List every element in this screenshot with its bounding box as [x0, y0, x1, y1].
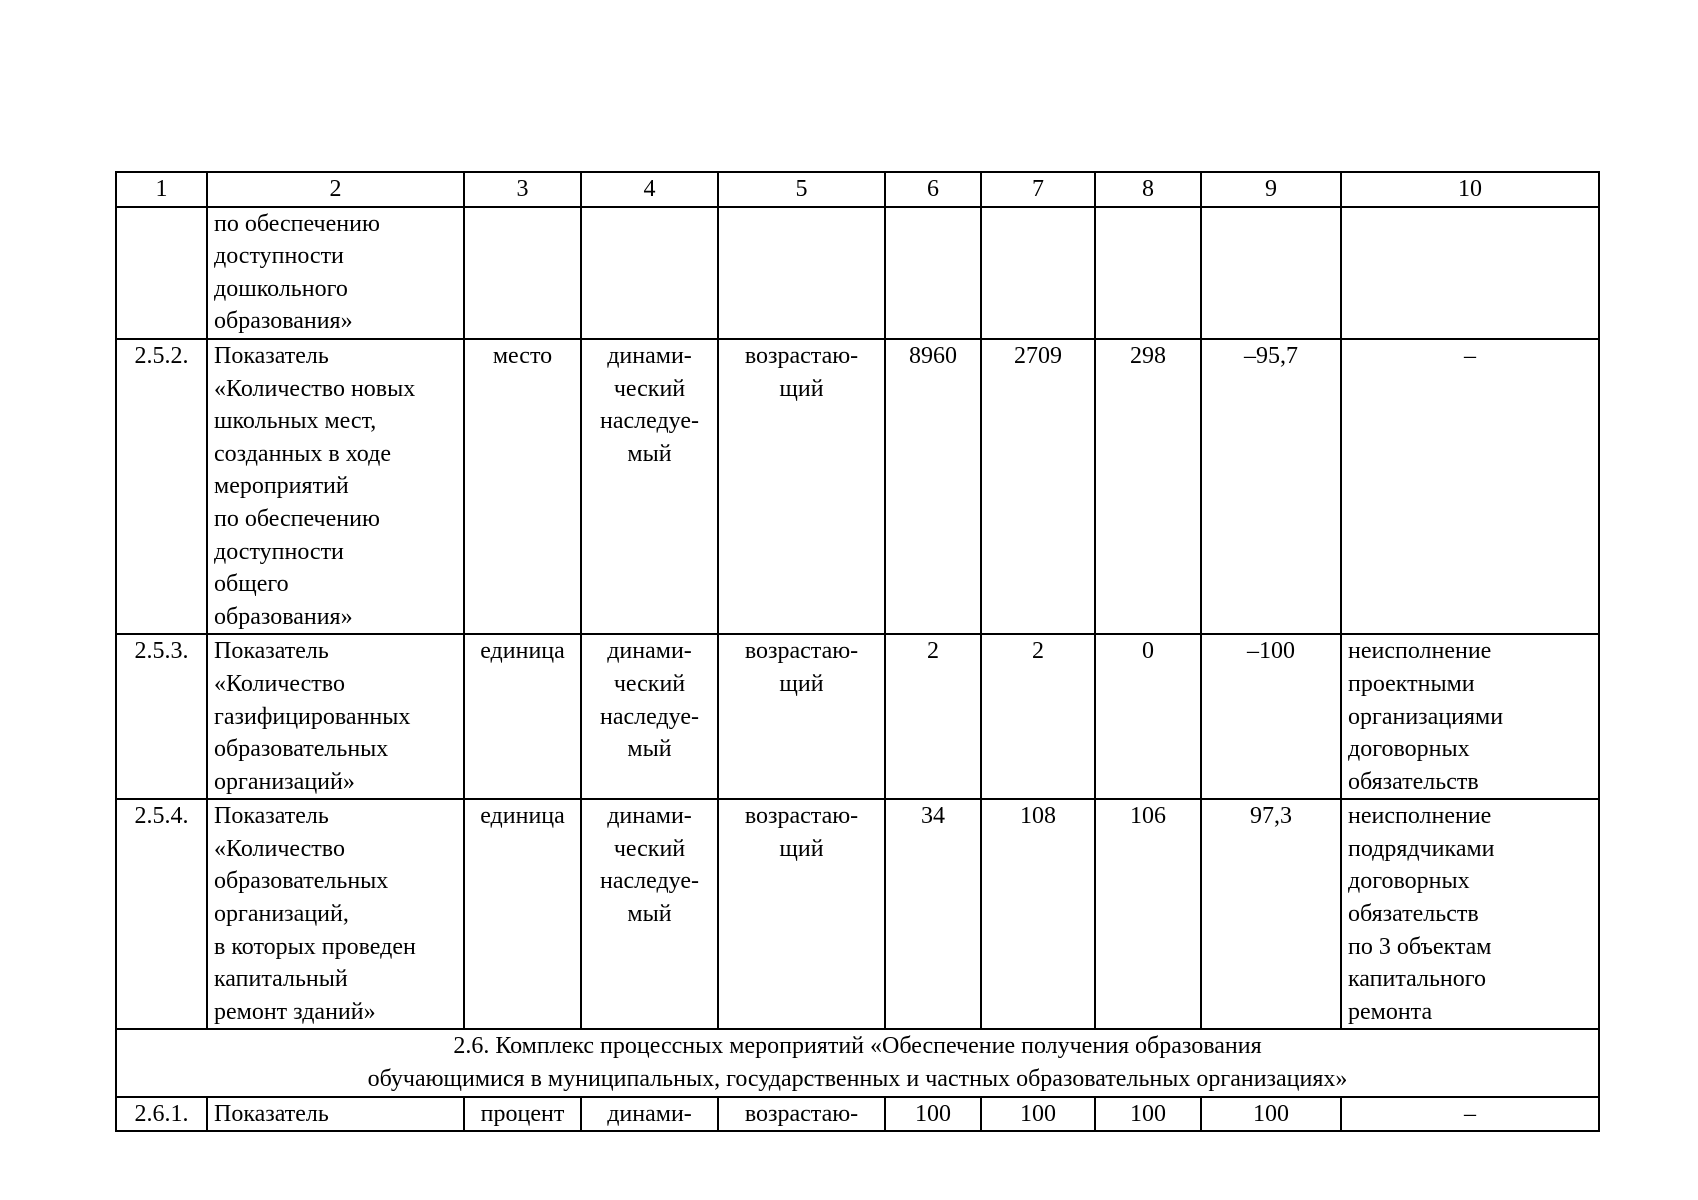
section-heading: 2.6. Комплекс процессных мероприятий «Обеспечение получения образования обучающимися в муниципальных, государственных и частных образовательных организациях» — [116, 1029, 1599, 1096]
table-row — [116, 799, 1599, 1029]
note-cell: неисполнение проектными организациями договорных обязательств — [1341, 634, 1599, 799]
value-cell: 100 — [981, 1097, 1095, 1132]
indicator-name: Показатель «Количество образовательных организаций, в которых проведен капитальный ремонт зданий» — [207, 799, 464, 1029]
value-cell: 100 — [1095, 1097, 1201, 1132]
unit-cell: процент — [464, 1097, 581, 1132]
column-number: 5 — [718, 172, 885, 207]
row-number: 2.5.4. — [116, 799, 207, 1029]
type-cell: динами- ческий наследуе- мый — [581, 799, 718, 1029]
value-cell: –100 — [1201, 634, 1341, 799]
indicator-name: Показатель — [207, 1097, 464, 1132]
value-cell: 34 — [885, 799, 981, 1029]
value-cell: 100 — [1201, 1097, 1341, 1132]
column-number: 10 — [1341, 172, 1599, 207]
table-row — [116, 634, 1599, 799]
column-number: 8 — [1095, 172, 1201, 207]
column-number: 2 — [207, 172, 464, 207]
direction-cell: возрастаю- щий — [718, 634, 885, 799]
indicators-table — [115, 171, 1600, 1132]
table-row — [116, 1097, 1599, 1132]
column-number: 3 — [464, 172, 581, 207]
unit-cell: единица — [464, 799, 581, 1029]
value-cell: 100 — [885, 1097, 981, 1132]
unit-cell: место — [464, 339, 581, 634]
row-number: 2.5.3. — [116, 634, 207, 799]
direction-cell: возрастаю- щий — [718, 339, 885, 634]
note-cell: – — [1341, 1097, 1599, 1132]
unit-cell — [464, 207, 581, 339]
unit-cell: единица — [464, 634, 581, 799]
indicator-name: Показатель «Количество новых школьных мест, созданных в ходе мероприятий по обеспечению доступности общего образования» — [207, 339, 464, 634]
table-row — [116, 207, 1599, 339]
value-cell — [1095, 207, 1201, 339]
value-cell: 0 — [1095, 634, 1201, 799]
column-number-row — [116, 172, 1599, 207]
value-cell: –95,7 — [1201, 339, 1341, 634]
type-cell — [581, 207, 718, 339]
direction-cell — [718, 207, 885, 339]
value-cell: 106 — [1095, 799, 1201, 1029]
table-row — [116, 339, 1599, 634]
column-number: 4 — [581, 172, 718, 207]
type-cell: динами- ческий наследуе- мый — [581, 339, 718, 634]
section-row — [116, 1029, 1599, 1096]
value-cell: 298 — [1095, 339, 1201, 634]
value-cell: 2709 — [981, 339, 1095, 634]
row-number: 2.5.2. — [116, 339, 207, 634]
value-cell — [981, 207, 1095, 339]
value-cell: 2 — [981, 634, 1095, 799]
value-cell: 108 — [981, 799, 1095, 1029]
column-number: 9 — [1201, 172, 1341, 207]
note-cell: – — [1341, 339, 1599, 634]
note-cell — [1341, 207, 1599, 339]
row-number — [116, 207, 207, 339]
direction-cell: возрастаю- — [718, 1097, 885, 1132]
indicator-name: по обеспечению доступности дошкольного образования» — [207, 207, 464, 339]
column-number: 7 — [981, 172, 1095, 207]
type-cell: динами- — [581, 1097, 718, 1132]
value-cell — [1201, 207, 1341, 339]
value-cell: 97,3 — [1201, 799, 1341, 1029]
type-cell: динами- ческий наследуе- мый — [581, 634, 718, 799]
value-cell: 2 — [885, 634, 981, 799]
direction-cell: возрастаю- щий — [718, 799, 885, 1029]
column-number: 6 — [885, 172, 981, 207]
indicator-name: Показатель «Количество газифицированных образовательных организаций» — [207, 634, 464, 799]
row-number: 2.6.1. — [116, 1097, 207, 1132]
value-cell — [885, 207, 981, 339]
value-cell: 8960 — [885, 339, 981, 634]
column-number: 1 — [116, 172, 207, 207]
note-cell: неисполнение подрядчиками договорных обязательств по 3 объектам капитального ремонта — [1341, 799, 1599, 1029]
